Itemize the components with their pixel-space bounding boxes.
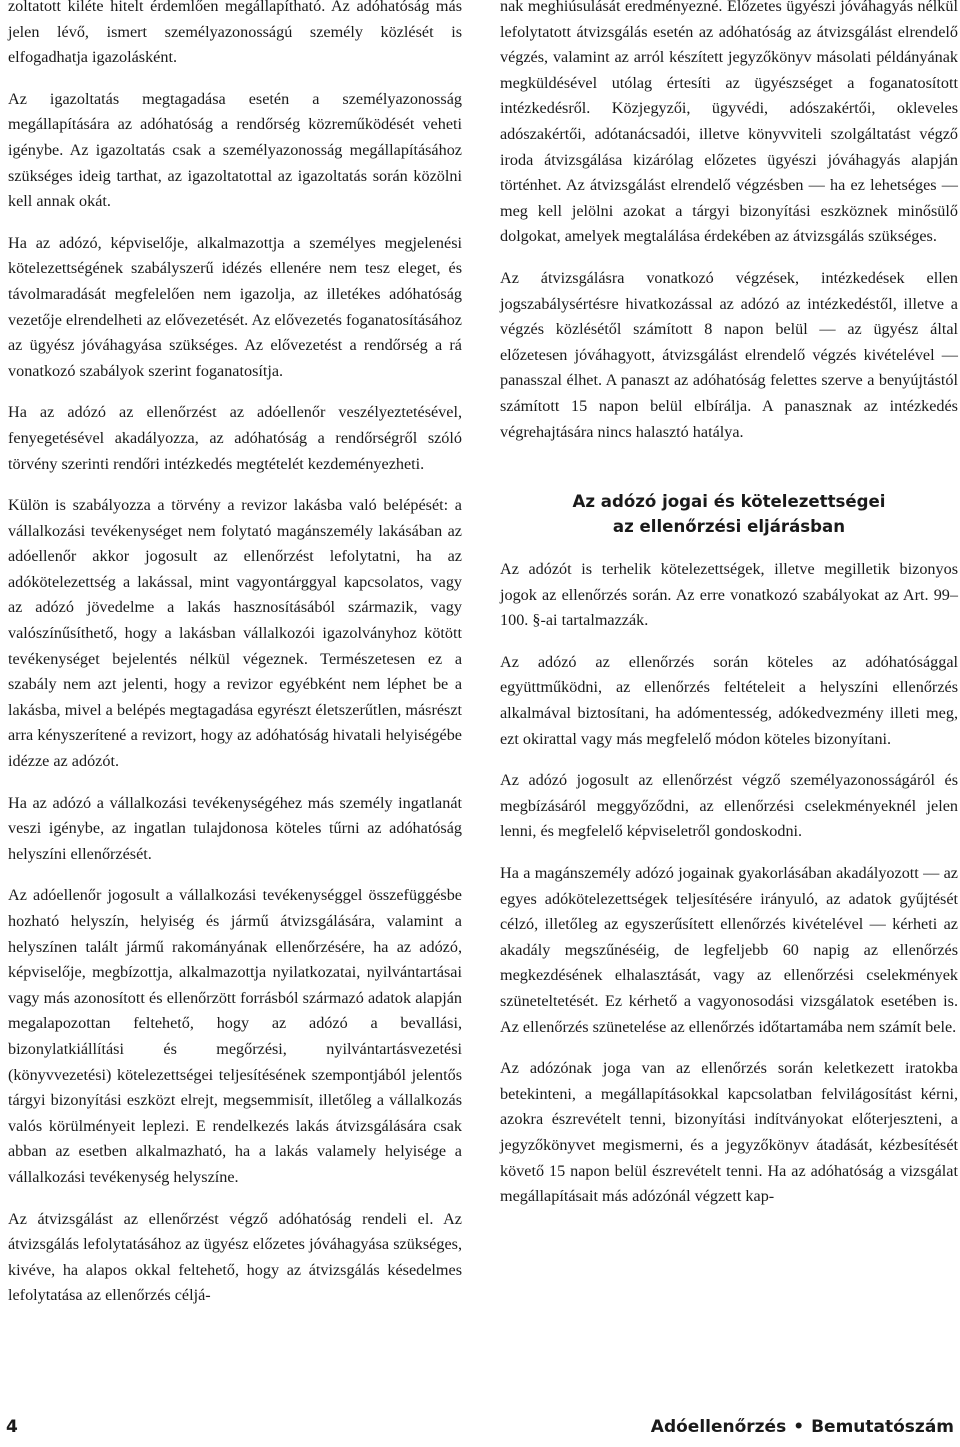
paragraph: Az igazoltatás megtagadása esetén a személyazonosság megállapítására az adóhatóság a rendőrség közreműködését veheti igénybe. Az igazoltatás csak a személyazonosság megállapításához szükséges ideig tarthat, az igazoltatottal az igazoltatás során közölni kell annak okát. <box>8 89 462 211</box>
paragraph: Ha az adózó a vállalkozási tevékenységéhez más személy ingatlanát veszi igénybe, az ingatlan tulajdonosa köteles tűrni az adóhatóság helyszíni ellenőrzését. <box>8 793 462 863</box>
paragraph: Az adózót is terhelik kötelezettségek, illetve megilletik bizonyos jogok az ellenőrzés során. Az erre vonatkozó szabályokat az Art. 99–100. §-ai tartalmazzák. <box>500 560 958 630</box>
section-heading-line: az ellenőrzési eljárásban <box>612 517 846 537</box>
paragraph: Az adóellenőr jogosult a vállalkozási tevékenységgel összefüggésbe hozható helyszín, helyiség és jármű átvizsgálására, valamint a helyszínen talált jármű rakományának ellenőrzésére, ha az adózó, képviselője, megbízottja, alkalmazottja nyilatkozatai, nyilvántartásai vagy más azonosított és ellenőrzött forrásból származó adatok alapján megalapozottan feltehető, hogy az adózó a bevallási, bizonylatkiállítási és megőrzési, nyilvántartásvezetési (könyvvezetési) kötelezettségei teljesítésének szempontjából jelentős tárgyi bizonyítási eszközt elrejt, megsemmisít, illetőleg a vállalkozás valós körülményeit leplezi. E rendelkezés lakás átvizsgálására csak abban az esetben alkalmazható, ha a lakás valamely helyisége a vállalkozási tevékenység helyszíne. <box>8 886 462 1186</box>
paragraph: Az adózónak joga van az ellenőrzés során keletkezett iratokba betekinteni, a megállapításokkal kapcsolatban felvilágosítást kérni, azokra észrevételt tenni, bizonyítási indítványokat előterjeszteni, a jegyzőkönyvet megismerni, és a jegyzőkönyv átadását, kézbesítését követő 15 napon belül észrevételt tenni. Ha az adóhatóság a vizsgálat megállapításait más adózónál végzett kap- <box>500 1059 958 1206</box>
page-footer <box>0 1409 960 1443</box>
paragraph: Ha az adózó az ellenőrzést az adóellenőr veszélyeztetésével, fenyegetésével akadályozza, az adóhatóság a rendőrségről szóló törvény szerinti rendőri intézkedés megtételét kezdeményezheti. <box>8 403 462 473</box>
paragraph: Az adózó jogosult az ellenőrzést végző személyazonosságáról és megbízásáról meggyőződni, az ellenőrzési cselekményeknél jelen lenni, és megfelelő képviseletről gondoskodni. <box>500 771 958 841</box>
paragraph: Külön is szabályozza a törvény a revizor lakásba való belépését: a vállalkozási tevékenységet nem folytató magánszemély lakásában az adóellenőr akkor jogosult az ellenőrzést lefolytatni, ha az adókötelezettség a lakással, mint vagyontárggyal kapcsolatos, vagy az adózó jövedelme a lakás hasznosításából származik, vagy valószínűsíthető, hogy a lakásban vállalkozói igazolványhoz kötött tevékenységet bejelentés nélkül végeznek. Természetesen ez a szabály nem azt jelenti, hogy a revizor egyébként nem léphet be a lakásba, mivel a belépés megtagadása egyrészt életszerűtlen, másrészt arra kényszerítené a revizort, hogy az adóhatóság hivatali helyiségébe idézze az adózót. <box>8 496 462 771</box>
right-column <box>500 0 958 1226</box>
page-number: 4 <box>6 1417 18 1437</box>
running-title-part: Bemutatószám <box>811 1417 954 1437</box>
paragraph: zoltatott kiléte hitelt érdemlően megállapítható. Az adóhatóság más jelen lévő, ismert személyazonosságú személy közlését is elfogadhatja igazolásként. <box>8 0 462 67</box>
paragraph: Ha a magánszemély adózó jogainak gyakorlásában akadályozott — az egyes adókötelezettségek teljesítésére irányuló, az adatok gyűjtését célzó, illetőleg az egyszerűsített ellenőrzés kivételével — kérheti az akadály megszűnéséig, de legfeljebb 60 napig az ellenőrzés megkezdésének elhalasztását, vagy az ellenőrzési cselekmények szüneteltetését. Ez kérhető a vagyonosodási vizsgálatok esetében is. Az ellenőrzés szünetelése az ellenőrzés időtartamába nem számít bele. <box>500 864 958 1036</box>
bullet-separator: • <box>793 1417 805 1437</box>
running-title <box>651 1417 954 1437</box>
paragraph: Az adózó az ellenőrzés során köteles az adóhatósággal együttműködni, az ellenőrzés feltételeit a helyszíni ellenőrzés alkalmával biztosítani, ha adómentesség, adókedvezmény illeti meg, ezt okirattal vagy más megfelelő módon köteles bizonyítani. <box>500 652 958 748</box>
section-heading <box>500 489 958 539</box>
paragraph: Az átvizsgálást az ellenőrzést végző adóhatóság rendeli el. Az átvizsgálás lefolytatásához az ügyész előzetes jóváhagyása szükséges, kivéve, ha alapos okkal feltehető, hogy az átvizsgálás késedelmes lefolytatása az ellenőrzés céljá- <box>8 1209 462 1305</box>
paragraph: nak meghiúsulását eredményezné. Előzetes ügyészi jóváhagyás nélkül lefolytatott átvizsgálás esetén az adóhatóság az átvizsgálást elrendelő végzés, valamint az arról készített jegyzőkönyv másolati példányának megküldésével utólag értesíti az ügyészséget a foganatosított intézkedésről. Közjegyzői, ügyvédi, adószakértői, okleveles adószakértői, adótanácsadói, illetve könyvviteli szolgáltatást végző iroda átvizsgálása kizárólag előzetes ügyészi jóváhagyás alapján történhet. Az átvizsgálást elrendelő végzésben — ha ez lehetséges — meg kell jelölni azokat a tárgyi bizonyítási eszköznek minősülő dolgokat, amelyek megtalálása érdekében az átvizsgálás szükséges. <box>500 0 958 246</box>
section-heading-line: Az adózó jogai és kötelezettségei <box>572 492 886 512</box>
paragraph: Az átvizsgálásra vonatkozó végzések, intézkedések ellen jogszabálysértésre hivatkozással az adózó az intézkedéstől, illetve a végzés közlésétől számított 8 napon belül — az ügyész által előzetesen jóváhagyott, átvizsgálást elrendelő végzés kivételével — panasszal élhet. A panaszt az adóhatóság felettes szerve a benyújtástól számított 15 napon belül elbírálja. A panasznak az intézkedés végrehajtására nincs halasztó hatálya. <box>500 268 958 441</box>
paragraph: Ha az adózó, képviselője, alkalmazottja a személyes megjelenési kötelezettségének szabályszerű idézés ellenére nem tesz eleget, és távolmaradását megfelelően nem igazolja, az illetékes adóhatóság vezetője elrendelheti az elővezetését. Az elővezetés foganatosításához az ügyész jóváhagyása szükséges. Az elővezetést a rendőrség a rá vonatkozó szabályok szerint foganatosítja. <box>8 233 462 380</box>
running-title-part: Adóellenőrzés <box>650 1417 787 1437</box>
left-column <box>8 0 462 1325</box>
